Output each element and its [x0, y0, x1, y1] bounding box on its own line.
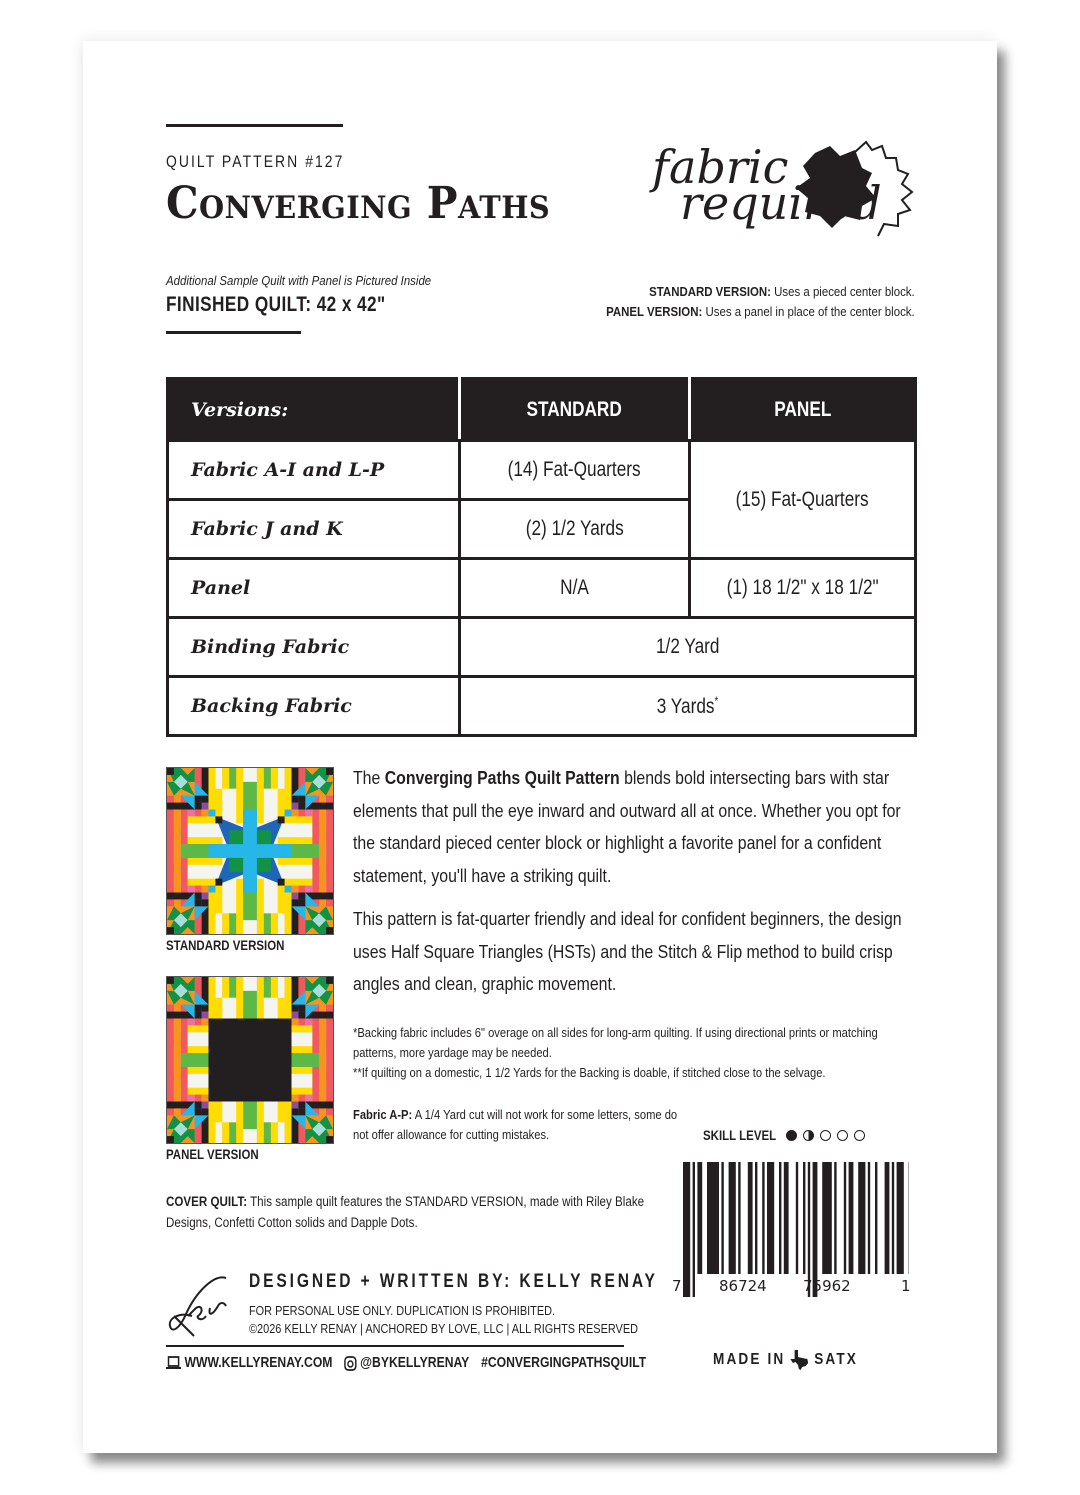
- panel-version-caption: PANEL VERSION: [166, 1146, 259, 1162]
- barcode-left-digits: 86724: [719, 1277, 767, 1295]
- header-panel: PANEL: [690, 379, 916, 441]
- skill-level-label: SKILL LEVEL: [703, 1127, 777, 1143]
- kr-signature-logo: [166, 1272, 236, 1340]
- version-notes: [606, 282, 915, 322]
- standard-version-note: STANDARD VERSION: Uses a pieced center block.: [649, 284, 915, 299]
- standard-value: N/A: [460, 559, 690, 618]
- fabric-required-logo: [640, 128, 930, 238]
- standard-version-caption: STANDARD VERSION: [166, 937, 285, 953]
- instagram-link[interactable]: @BYKELLYRENAY: [344, 1355, 469, 1371]
- row-label: Backing Fabric: [168, 677, 460, 736]
- table-row: [168, 677, 916, 736]
- cover-quilt-note: COVER QUILT: This sample quilt features the STANDARD VERSION, made with Riley Blake Designs, Confetti Cotton solids and Dapple Dots.: [166, 1194, 645, 1230]
- standard-value: (14) Fat-Quarters: [460, 441, 690, 500]
- standard-version-quilt-image: [166, 767, 334, 935]
- barcode-right-digits: 75962: [803, 1277, 851, 1295]
- barcode-check-digit: 1: [901, 1277, 911, 1295]
- backing-footnotes: [353, 1023, 903, 1083]
- footer-links: [166, 1355, 646, 1371]
- header-versions: Versions:: [168, 379, 460, 441]
- hashtag-link[interactable]: #CONVERGINGPATHSQUILT: [481, 1355, 647, 1371]
- top-rule: [166, 124, 343, 127]
- row-label: Fabric J and K: [168, 500, 460, 559]
- panel-value: (15) Fat-Quarters: [690, 441, 916, 559]
- logo-word-fabric: fabric: [652, 140, 789, 194]
- standard-value: (2) 1/2 Yards: [460, 500, 690, 559]
- shared-value: 1/2 Yard: [460, 618, 916, 677]
- skill-dot-empty-icon: [854, 1130, 865, 1141]
- skill-dot-half-icon: [803, 1130, 814, 1141]
- pattern-number: QUILT PATTERN #127: [166, 152, 345, 171]
- finished-quilt-size: FINISHED QUILT: 42 x 42": [166, 293, 386, 316]
- header-standard: STANDARD: [460, 379, 690, 441]
- row-label: Binding Fabric: [168, 618, 460, 677]
- table-header-row: [168, 379, 916, 441]
- description-paragraph-1: The Converging Paths Quilt Pattern blends bold intersecting bars with star elements that pull the eye inward and outward all at once. Whether you opt for the standard pieced center block or highlight a favorite panel for a confident statement, you'll have a striking quilt.: [353, 768, 901, 886]
- texas-icon: [790, 1350, 809, 1370]
- skill-dot-empty-icon: [820, 1130, 831, 1141]
- footnote-2: **If quilting on a domestic, 1 1/2 Yards for the Backing is doable, if stitched close to the selvage.: [353, 1065, 826, 1080]
- header-rule: [166, 331, 301, 334]
- shared-value: 3 Yards*: [460, 677, 916, 736]
- panel-value: (1) 18 1/2" x 18 1/2": [690, 559, 916, 618]
- panel-version-note: PANEL VERSION: Uses a panel in place of the center block.: [606, 304, 915, 319]
- instagram-icon: [344, 1356, 357, 1371]
- page-title: Converging Paths: [166, 178, 551, 229]
- table-row: [168, 559, 916, 618]
- fabric-requirements-table: [166, 377, 917, 737]
- laptop-icon: [166, 1356, 181, 1370]
- logo-word-required: required: [680, 176, 882, 230]
- skill-level: [703, 1127, 865, 1143]
- made-in-satx: MADE IN SATX: [713, 1351, 858, 1368]
- panel-version-quilt-image: [166, 976, 334, 1144]
- skill-dot-empty-icon: [837, 1130, 848, 1141]
- sample-note: Additional Sample Quilt with Panel is Pictured Inside: [166, 273, 432, 288]
- designer-credit: DESIGNED + WRITTEN BY: KELLY RENAY: [249, 1271, 658, 1292]
- row-label: Fabric A-I and L-P: [168, 441, 460, 500]
- upc-barcode: [683, 1162, 909, 1297]
- pattern-description: [353, 762, 913, 1012]
- website-link[interactable]: WWW.KELLYRENAY.COM: [166, 1355, 332, 1371]
- description-paragraph-2: This pattern is fat-quarter friendly and ideal for confident beginners, the design uses Half Square Triangles (HSTs) and the Stitch & Flip method to build crisp angles and clean, graphic movement.: [353, 909, 902, 994]
- footer-rule: [166, 1345, 624, 1347]
- skill-dot-full-icon: [786, 1130, 797, 1141]
- footnote-1: *Backing fabric includes 6" overage on all sides for long-arm quilting. If using directional prints or matching patterns, more yardage may be needed.: [353, 1025, 878, 1060]
- fabric-ap-note: Fabric A-P: A 1/4 Yard cut will not work for some letters, some do not offer allowance for cutting mistakes.: [353, 1107, 678, 1142]
- row-label: Panel: [168, 559, 460, 618]
- table-row: [168, 441, 916, 500]
- table-row: [168, 618, 916, 677]
- barcode-lead-digit: 7: [672, 1277, 682, 1295]
- copyright-notice: FOR PERSONAL USE ONLY. DUPLICATION IS PROHIBITED. ©2026 KELLY RENAY | ANCHORED BY LOVE, LLC | ALL RIGHTS RESERVED: [249, 1303, 639, 1336]
